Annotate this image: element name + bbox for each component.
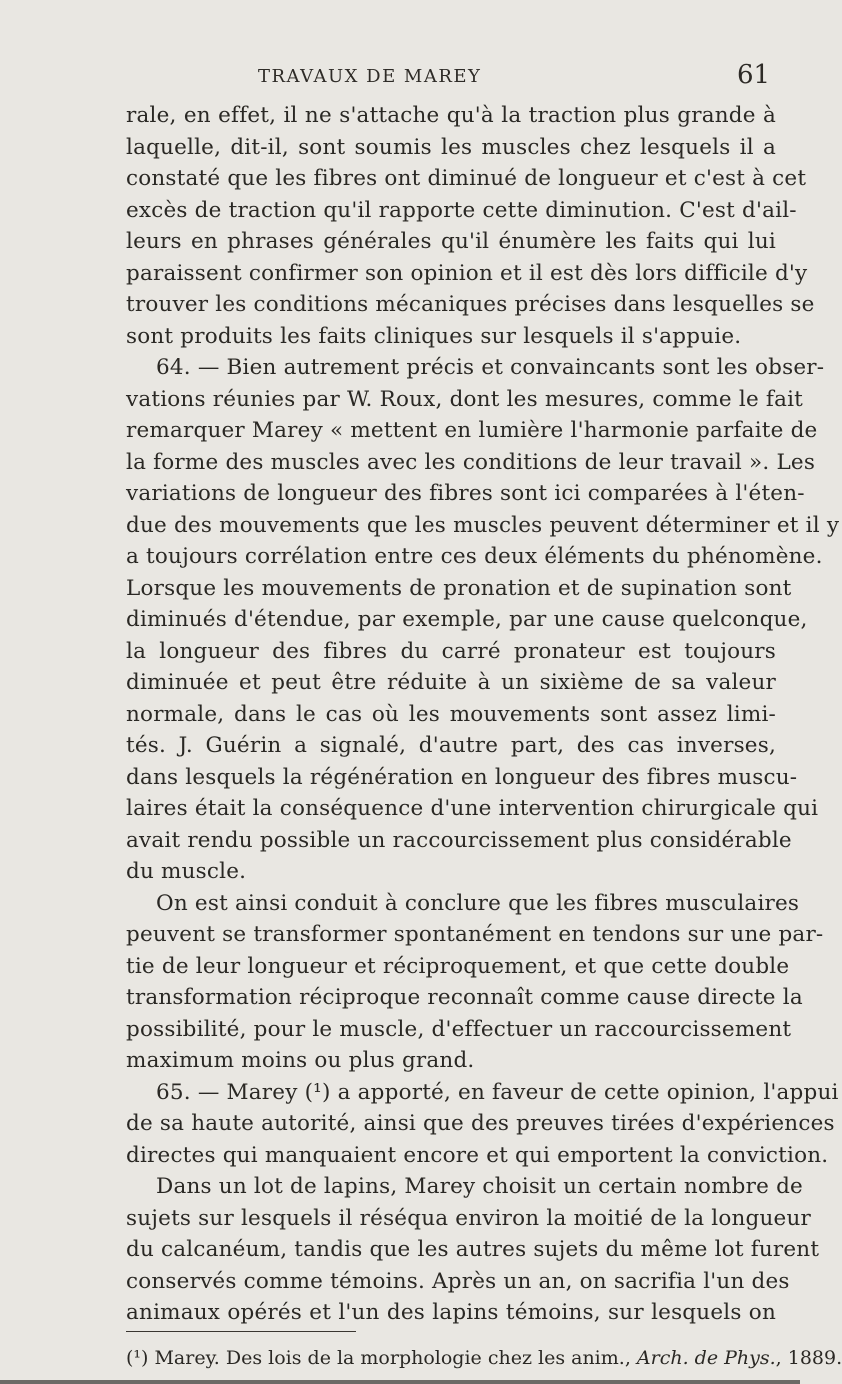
text-line: maximum moins ou plus grand. (126, 1048, 475, 1073)
text-line: vations réunies par W. Roux, dont les mesures, comme le fait (126, 386, 804, 412)
text-line: directes qui manquaient encore et qui emportent la conviction. (126, 1142, 829, 1168)
body-text (126, 100, 840, 1329)
text-line: sujets sur lesquels il réséqua environ la moitié de la longueur (126, 1205, 811, 1231)
text-line: constaté que les fibres ont diminué de longueur et c'est à cet (126, 166, 807, 191)
text-line: diminuée et peut être réduite à un sixième de sa valeur (126, 670, 776, 695)
footnote (126, 1346, 842, 1370)
text-line: la longueur des fibres du carré pronateur est toujours (126, 638, 776, 664)
text-line: avait rendu possible un raccourcissement plus considérable (126, 827, 792, 853)
text-line: variations de longueur des fibres sont ici comparées à l'éten- (126, 481, 805, 506)
text-line: normale, dans le cas où les mouvements sont assez limi- (126, 701, 776, 727)
text-line: Lorsque les mouvements de pronation et de supination sont (126, 575, 792, 601)
text-line: peuvent se transformer spontanément en tendons sur une par- (126, 922, 824, 947)
text-line: laquelle, dit-il, sont soumis les muscles chez lesquels il a (126, 134, 776, 160)
paragraph-64-start: 64. — Bien autrement précis et convaincants sont les obser- (156, 355, 825, 380)
footnote-source: Arch. de Phys. (636, 1347, 776, 1369)
scan-bottom-edge (0, 1380, 800, 1384)
text-line: trouver les conditions mécaniques précises dans lesquelles se (126, 292, 815, 317)
text-line: de sa haute autorité, ainsi que des preuves tirées d'expériences (126, 1111, 835, 1136)
text-line: possibilité, pour le muscle, d'effectuer un raccourcissement (126, 1016, 792, 1042)
text-line: leurs en phrases générales qu'il énumère les faits qui lui (126, 229, 776, 254)
text-line: du muscle. (126, 859, 247, 884)
footnote-year: , 1889. (775, 1347, 842, 1369)
paragraph-start: Dans un lot de lapins, Marey choisit un certain nombre de (156, 1174, 803, 1199)
paragraph-65-start: 65. — Marey (¹) a apporté, en faveur de cette opinion, l'appui (156, 1079, 839, 1105)
text-line: du calcanéum, tandis que les autres sujets du même lot furent (126, 1237, 820, 1262)
footnote-divider (126, 1331, 356, 1332)
text-line: rale, en effet, il ne s'attache qu'à la traction plus grande à (126, 103, 776, 128)
text-line: due des mouvements que les muscles peuvent déterminer et il y (126, 512, 840, 538)
text-line: laires était la conséquence d'une intervention chirurgicale qui (126, 796, 819, 821)
running-title: TRAVAUX DE MAREY (258, 66, 482, 87)
text-line: excès de traction qu'il rapporte cette diminution. C'est d'ail- (126, 197, 797, 223)
text-line: dans lesquels la régénération en longueur des fibres muscu- (126, 764, 798, 790)
text-line: tés. J. Guérin a signalé, d'autre part, des cas inverses, (126, 733, 776, 758)
text-line: animaux opérés et l'un des lapins témoins, sur lesquels on (126, 1300, 776, 1325)
text-line: sont produits les faits cliniques sur lesquels il s'appuie. (126, 323, 742, 349)
text-line: paraissent confirmer son opinion et il est dès lors difficile d'y (126, 260, 808, 286)
footnote-text: (¹) Marey. Des lois de la morphologie chez les anim., (126, 1347, 637, 1369)
paragraph-start: On est ainsi conduit à conclure que les fibres musculaires (156, 890, 800, 916)
text-line: remarquer Marey « mettent en lumière l'harmonie parfaite de (126, 418, 818, 443)
text-line: tie de leur longueur et réciproquement, et que cette double (126, 953, 790, 979)
text-line: conservés comme témoins. Après un an, on sacrifia l'un des (126, 1268, 790, 1294)
text-line: a toujours corrélation entre ces deux éléments du phénomène. (126, 544, 823, 569)
text-line: diminués d'étendue, par exemple, par une cause quelconque, (126, 607, 808, 632)
text-line: la forme des muscles avec les conditions de leur travail ». Les (126, 449, 816, 475)
page-number: 61 (737, 60, 771, 90)
text-line: transformation réciproque reconnaît comme cause directe la (126, 985, 803, 1010)
